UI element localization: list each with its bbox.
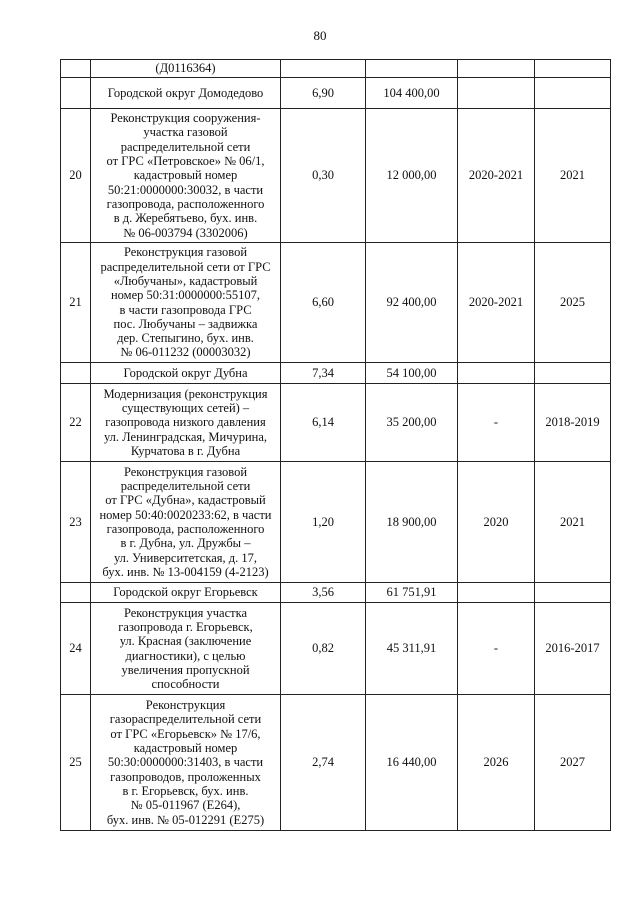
cost: 104 400,00 [366,78,458,109]
description-line: бух. инв. № 05-012291 (Е275) [106,812,265,827]
start-year [458,363,535,384]
end-year [535,60,611,78]
description-line: распределительной сети [120,139,251,154]
table-row [61,243,611,363]
row-number: 24 [61,603,91,695]
project-description [91,603,281,695]
description-line: Реконструкция сооружения- [110,111,261,126]
project-description [91,109,281,243]
description-line: газопроводов, проложенных [110,769,261,784]
end-year: 2016-2017 [535,603,611,695]
end-year [535,78,611,109]
description-line: в д. Жеребятьево, бух. инв. [113,211,258,226]
district-name [91,583,281,603]
description-line: газораспределительной сети [109,712,262,727]
district-name [91,363,281,384]
description-line: бух. инв. № 13-004159 (4-2123) [102,564,269,579]
row-number: 25 [61,695,91,831]
length-km: 7,34 [281,363,366,384]
table-body [61,60,611,831]
description-line: газопровода г. Егорьевск, [118,619,253,634]
table-row [61,695,611,831]
length-km [281,60,366,78]
length-km: 3,56 [281,583,366,603]
project-description [91,384,281,462]
length-km: 6,14 [281,384,366,462]
description-line: номер 50:31:0000000:55107, [110,288,261,303]
start-year: - [458,384,535,462]
description-line: участка газовой [143,125,228,140]
description-line: увеличения пропускной [121,662,250,677]
description-line: Реконструкция газовой [123,245,248,260]
description-line: № 05-011967 (Е264), [130,798,241,813]
cost: 61 751,91 [366,583,458,603]
length-km: 2,74 [281,695,366,831]
description-line: Модернизация (реконструкция [103,386,268,401]
project-description [91,60,281,78]
description-line: способности [151,677,220,692]
length-km: 6,60 [281,243,366,363]
cost: 12 000,00 [366,109,458,243]
description-line: ул. Красная (заключение [119,634,252,649]
district-name [91,78,281,109]
end-year: 2021 [535,109,611,243]
description-line: № 06-003794 (3302006) [123,225,248,240]
start-year [458,583,535,603]
table-row [61,462,611,583]
description-line: Реконструкция газовой [123,464,248,479]
description-line: «Любучаны», кадастровый [113,273,258,288]
description-line: газопровода, расположенного [106,522,265,536]
row-number: 21 [61,243,91,363]
length-km: 1,20 [281,462,366,583]
start-year [458,78,535,109]
group-row [61,363,611,384]
end-year [535,583,611,603]
description-line: Городской округ Дубна [123,365,248,380]
length-km: 0,30 [281,109,366,243]
description-line: от ГРС «Дубна», кадастровый [105,493,266,508]
description-line: диагностики), с целью [125,648,246,663]
length-km: 0,82 [281,603,366,695]
row-number [61,583,91,603]
description-line: Реконструкция участка [123,605,248,620]
description-line: газопровода, расположенного [106,196,265,211]
description-line: Реконструкция [145,698,226,713]
description-line: распределительной сети [120,479,251,494]
cost: 35 200,00 [366,384,458,462]
cost: 45 311,91 [366,603,458,695]
description-line: от ГРС «Егорьевск» № 17/6, [110,726,261,741]
row-number: 23 [61,462,91,583]
description-line: ул. Университетская, д. 17, [113,550,258,565]
end-year: 2021 [535,462,611,583]
row-number: 20 [61,109,91,243]
description-line: дер. Степыгино, бух. инв. [117,331,254,346]
cost: 16 440,00 [366,695,458,831]
cost: 92 400,00 [366,243,458,363]
table-row [61,109,611,243]
description-line: газопровода низкого давления [105,415,266,430]
description-line: (Д0116364) [155,61,216,76]
page-number: 80 [313,28,327,43]
description-line: Курчатова в г. Дубна [130,443,241,458]
start-year: 2020 [458,462,535,583]
end-year: 2018-2019 [535,384,611,462]
project-description [91,462,281,583]
start-year: 2026 [458,695,535,831]
cost: 54 100,00 [366,363,458,384]
description-line: пос. Любучаны – задвижка [113,316,258,331]
project-description [91,243,281,363]
end-year: 2025 [535,243,611,363]
description-line: от ГРС «Петровское» № 06/1, [106,154,265,169]
description-line: Городской округ Домодедово [107,85,264,100]
row-number: 22 [61,384,91,462]
description-line: № 06-011232 (00003032) [120,345,251,360]
start-year: 2020-2021 [458,109,535,243]
length-km: 6,90 [281,78,366,109]
description-line: кадастровый номер [133,168,238,183]
description-line: 50:30:0000000:31403, в части [107,755,264,770]
description-line: распределительной сети от ГРС [100,259,271,274]
description-line: в г. Дубна, ул. Дружбы – [120,536,251,551]
end-year: 2027 [535,695,611,831]
description-line: 50:21:0000000:30032, в части [107,182,264,197]
project-description [91,695,281,831]
table-row [61,384,611,462]
start-year [458,60,535,78]
pipeline-table [60,59,611,831]
cost: 18 900,00 [366,462,458,583]
group-row [61,583,611,603]
end-year [535,363,611,384]
description-line: номер 50:40:0020233:62, в части [99,507,272,522]
start-year: - [458,603,535,695]
group-row [61,78,611,109]
start-year: 2020-2021 [458,243,535,363]
description-line: Городской округ Егорьевск [113,585,258,600]
row-number [61,60,91,78]
description-line: существующих сетей) – [121,401,250,416]
table-row [61,603,611,695]
description-line: в части газопровода ГРС [119,302,252,317]
row-number [61,78,91,109]
description-line: в г. Егорьевск, бух. инв. [122,783,249,798]
row-number [61,363,91,384]
description-line: ул. Ленинградская, Мичурина, [103,429,268,444]
description-line: кадастровый номер [133,741,238,756]
cost [366,60,458,78]
table-row [61,60,611,78]
